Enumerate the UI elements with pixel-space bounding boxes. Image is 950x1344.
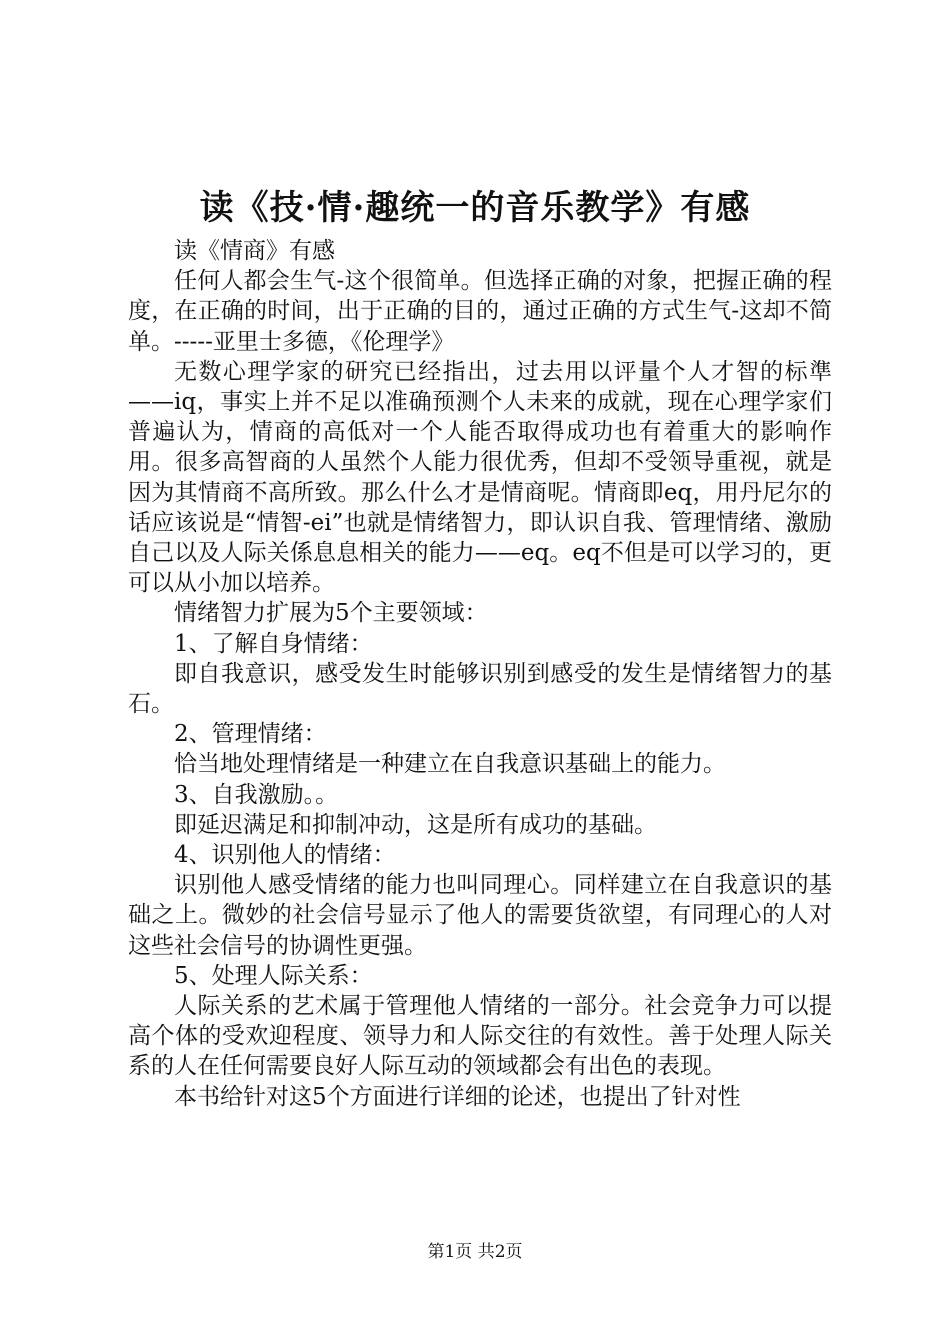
- paragraph-item-3-body: 即延迟满足和抑制冲动，这是所有成功的基础。: [174, 811, 657, 838]
- paragraph-item-3-heading: 3、自我激励。。: [174, 781, 339, 808]
- paragraph-intro: 无数心理学家的研究已经指出，过去用以评量个人才智的标準——iq，事实上并不足以准确预测个人未来的成就，现在心理学家们普遍认为，情商的高低对一个人能否取得成功也有着重大的影响作用。很多高智商的人虽然个人能力很优秀，但却不受领导重视，就是因为其情商不高所致。那么什么才是情商呢。情商即eq，用丹尼尔的话应该说是“情智-ei”也就是情绪智力，即认识自我、管理情绪、激励自己以及人际关係息息相关的能力——eq。eq不但是可以学习的，更可以从小加以培养。: [128, 358, 832, 597]
- paragraph-domains-heading: 情绪智力扩展为5个主要领域：: [174, 600, 488, 627]
- document-body: [128, 236, 832, 1112]
- paragraph-item-1-heading: 1、了解自身情绪：: [174, 630, 373, 657]
- page-number-footer: 第1页 共2页: [427, 1242, 523, 1262]
- paragraph-quote: 任何人都会生气-这个很简单。但选择正确的对象，把握正确的程度，在正确的时间，出于正确的目的，通过正确的方式生气-这却不简单。-----亚里士多德，《伦理学》: [128, 268, 832, 355]
- paragraph-item-4-body: 识别他人感受情绪的能力也叫同理心。同样建立在自我意识的基础之上。微妙的社会信号显示了他人的需要货欲望，有同理心的人对这些社会信号的协调性更强。: [128, 872, 832, 959]
- document-title: 读《技·情·趣统一的音乐教学》有感: [199, 188, 751, 228]
- paragraph-item-5-body: 人际关系的艺术属于管理他人情绪的一部分。社会竞争力可以提高个体的受欢迎程度、领导力和人际交往的有效性。善于处理人际关系的人在任何需要良好人际互动的领域都会有出色的表现。: [128, 993, 832, 1080]
- paragraph-item-1-body: 即自我意识，感受发生时能够识别到感受的发生是情绪智力的基石。: [128, 660, 832, 718]
- paragraph-item-2-body: 恰当地处理情绪是一种建立在自我意识基础上的能力。: [174, 751, 726, 778]
- paragraph-conclusion: 本书给针对这5个方面进行详细的论述，也提出了针对性: [174, 1083, 741, 1110]
- paragraph-item-5-heading: 5、处理人际关系：: [174, 962, 373, 989]
- paragraph-item-2-heading: 2、管理情绪：: [174, 721, 327, 748]
- paragraph-item-4-heading: 4、识别他人的情绪：: [174, 842, 396, 869]
- paragraph-subtitle: 读《情商》有感: [174, 238, 335, 264]
